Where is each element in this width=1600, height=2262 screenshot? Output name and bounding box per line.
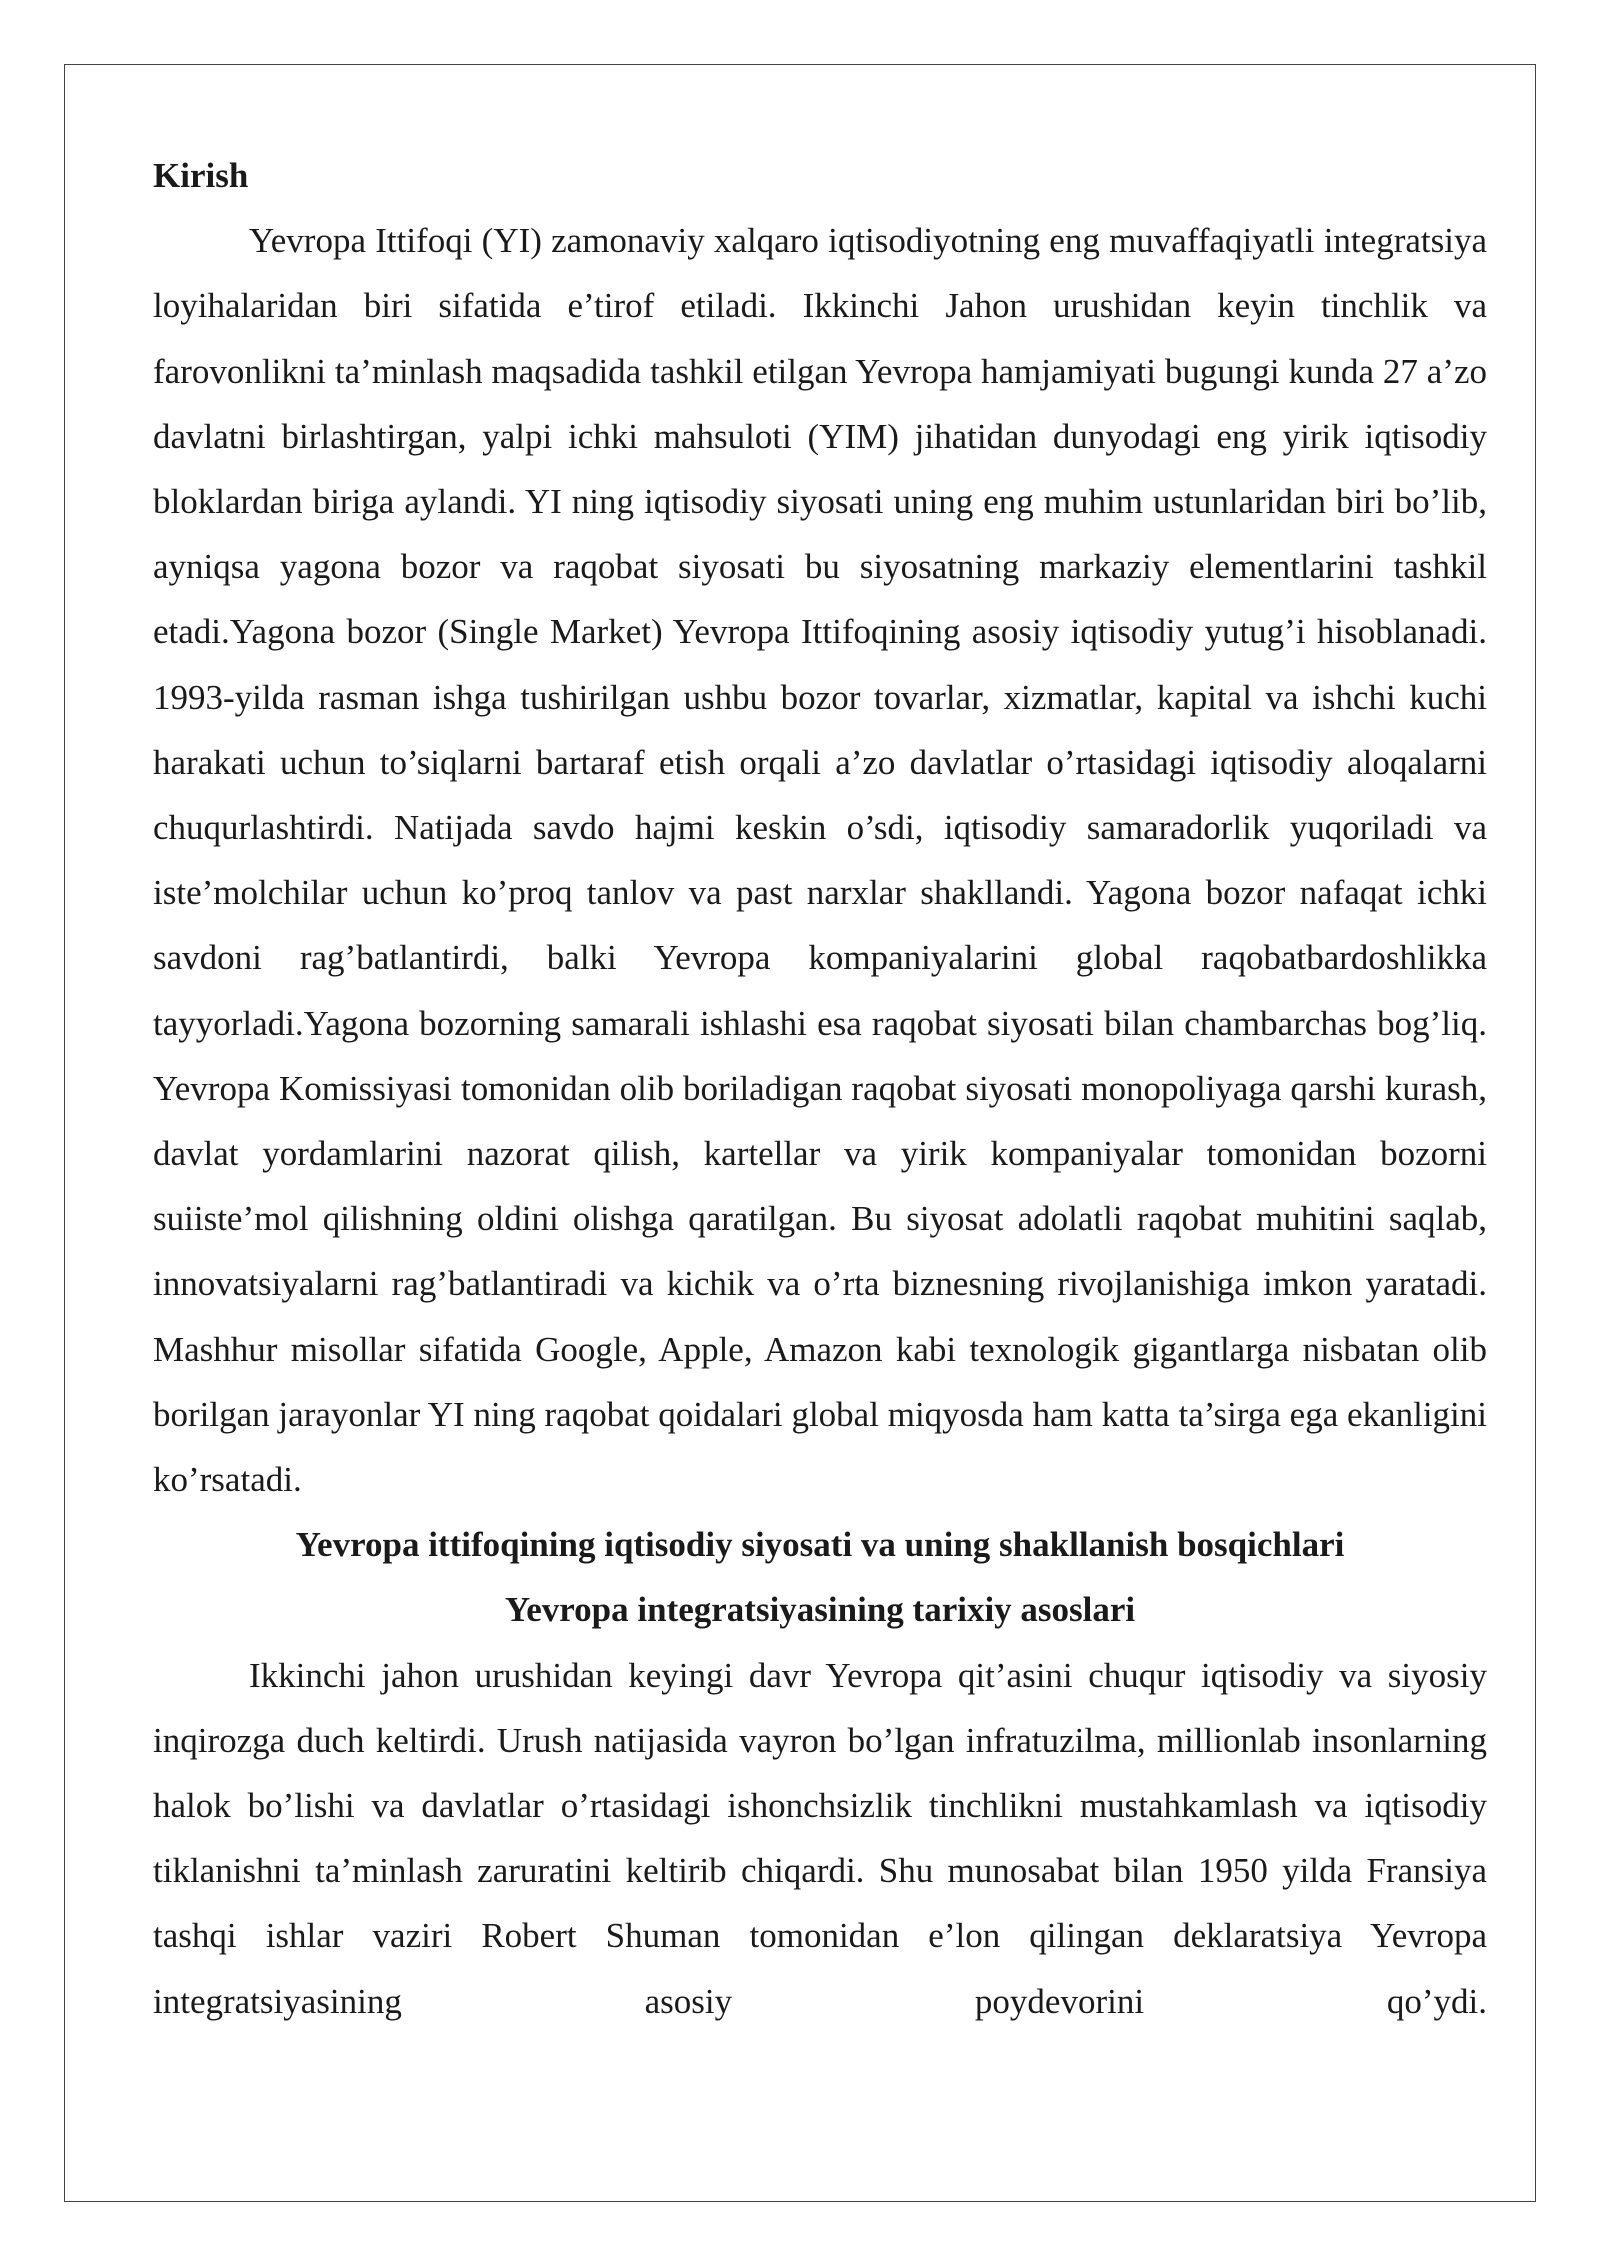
paragraph-intro: Yevropa Ittifoqi (YI) zamonaviy xalqaro iqtisodiyotning eng muvaffaqiyatli integratsiya loyihalaridan biri sifatida e’tirof etiladi. Ikkinchi Jahon urushidan keyin tinchlik va farovonlikni ta’minlash maqsadida tashkil etilgan Yevropa hamjamiyati bugungi kunda 27 a’zo davlatni birlashtirgan, yalpi ichki mahsuloti (YIM) jihatidan dunyodagi eng yirik iqtisodiy bloklardan biriga aylandi. YI ning iqtisodiy siyosati uning eng muhim ustunlaridan biri bo’lib, ayniqsa yagona bozor va raqobat siyosati bu siyosatning markaziy elementlarini tashkil etadi.Yagona bozor (Single Market) Yevropa Ittifoqining asosiy iqtisodiy yutug’i hisoblanadi. 1993-yilda rasman ishga tushirilgan ushbu bozor tovarlar, xizmatlar, kapital va ishchi kuchi harakati uchun to’siqlarni bartaraf etish orqali a’zo davlatlar o’rtasidagi iqtisodiy aloqalarni chuqurlashtirdi. Natijada savdo hajmi keskin o’sdi, iqtisodiy samaradorlik yuqoriladi va iste’molchilar uchun ko’proq tanlov va past narxlar shakllandi. Yagona bozor nafaqat ichki savdoni rag’batlantirdi, balki Yevropa kompaniyalarini global raqobatbardoshlikka tayyorladi.Yagona bozorning samarali ishlashi esa raqobat siyosati bilan chambarchas bog’liq. Yevropa Komissiyasi tomonidan olib boriladigan raqobat siyosati monopoliyaga qarshi kurash, davlat yordamlarini nazorat qilish, kartellar va yirik kompaniyalar tomonidan bozorni suiiste’mol qilishning oldini olishga qaratilgan. Bu siyosat adolatli raqobat muhitini saqlab, innovatsiyalarni rag’batlantiradi va kichik va o’rta biznesning rivojlanishiga imkon yaratadi. Mashhur misollar sifatida Google, Apple, Amazon kabi texnologik gigantlarga nisbatan olib borilgan jarayonlar YI ning raqobat qoidalari global miqyosda ham katta ta’sirga ega ekanligini ko’rsatadi. (153, 221, 1487, 1500)
document-body (153, 143, 1487, 2034)
heading-intro: Kirish (153, 156, 249, 195)
heading-subsection: Yevropa integratsiyasining tarixiy asoslari (504, 1590, 1136, 1630)
heading-section: Yevropa ittifoqining iqtisodiy siyosati va uning shakllanish bosqichlari (295, 1525, 1345, 1565)
paragraph-history: Ikkinchi jahon urushidan keyingi davr Yevropa qit’asini chuqur iqtisodiy va siyosiy inqirozga duch keltirdi. Urush natijasida vayron bo’lgan infratuzilma, millionlab insonlarning halok bo’lishi va davlatlar o’rtasidagi ishonchsizlik tinchlikni mustahkamlash va iqtisodiy tiklanishni ta’minlash zaruratini keltirib chiqardi. Shu munosabat bilan 1950 yilda Fransiya tashqi ishlar vaziri Robert Shuman tomonidan e’lon qilingan deklaratsiya Yevropa integratsiyasining asosiy poydevorini qo’ydi. (153, 1655, 1487, 2021)
